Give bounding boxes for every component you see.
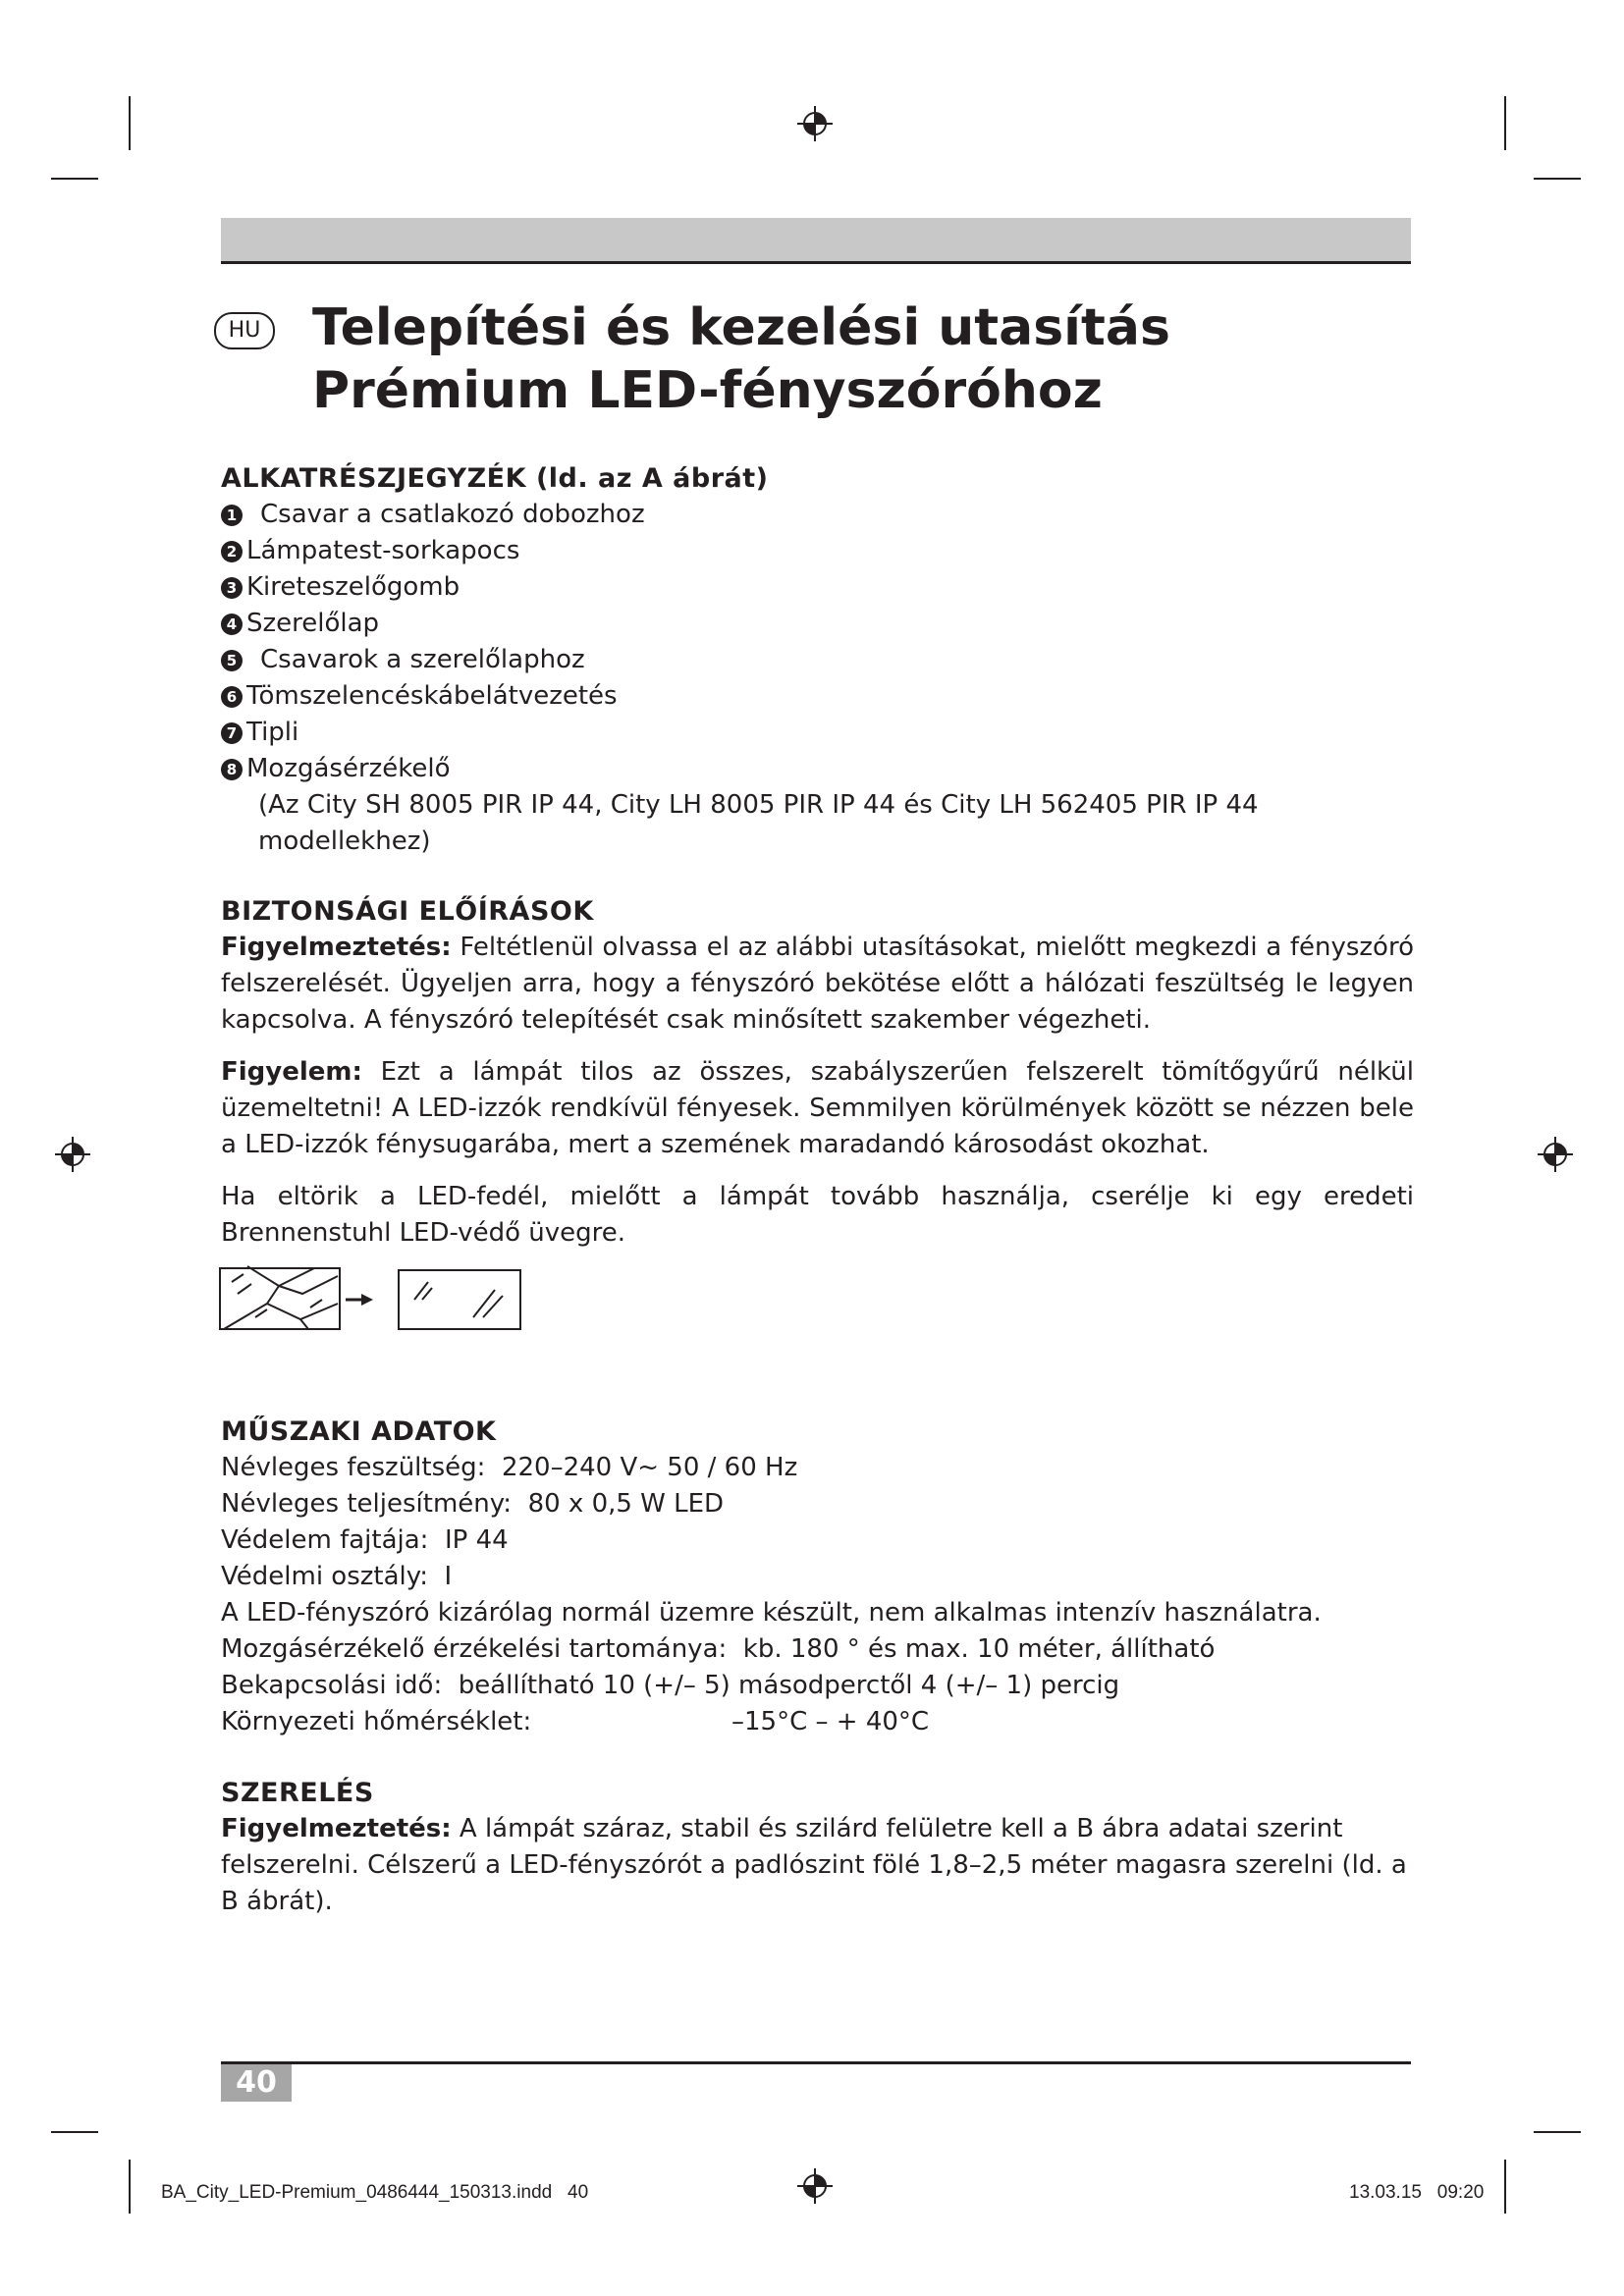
registration-mark-right-icon — [1536, 1135, 1575, 1174]
crop-mark-bottom-left-vertical — [129, 2160, 131, 2214]
crop-mark-bottom-left-horizontal — [51, 2131, 98, 2133]
spec-row-protection-class — [221, 1559, 1414, 1595]
broken-glass-icon — [220, 1266, 340, 1329]
glass-replacement-paragraph: Ha eltörik a LED-fedél, mielőtt a lámpát tovább használja, cserélje ki egy eredeti Brennenstuhl LED-védő üvegre. — [221, 1182, 1414, 1248]
spec-label: Bekapcsolási idő: — [221, 1671, 443, 1700]
page-title — [312, 296, 1170, 422]
spec-label: Védelmi osztály: — [221, 1562, 429, 1591]
spec-row-power — [221, 1486, 1414, 1522]
spec-value: IP 44 — [444, 1525, 509, 1555]
list-item — [221, 678, 1414, 715]
warning-label: Figyelmeztetés: — [221, 933, 452, 962]
list-item — [221, 751, 1414, 787]
spec-row-sensor — [221, 1631, 1414, 1668]
arrow-icon — [346, 1294, 373, 1306]
warning-label: Figyelmeztetés: — [221, 1814, 452, 1843]
warning-text: Feltétlenül olvassa el az alábbi utasításokat, mielőtt megkezdi a fényszóró felszerelését. Ügyeljen arra, hogy a fényszóró bekötése előtt a hálózati feszültség le legyen kapcsolva. A fényszóró telepítését csak minősített szakember végezheti. — [221, 933, 1414, 1035]
spec-value: –15°C – + 40°C — [731, 1707, 930, 1736]
registration-mark-bottom-icon — [795, 2166, 835, 2206]
spec-label: Mozgásérzékelő érzékelési tartománya: — [221, 1634, 728, 1664]
list-item — [221, 715, 1414, 751]
new-glass-icon — [399, 1270, 520, 1329]
number-badge: 1 — [221, 505, 243, 526]
list-item — [221, 569, 1414, 606]
spec-row-protection-type — [221, 1522, 1414, 1559]
number-badge: 6 — [221, 686, 243, 708]
safety-attention-paragraph — [221, 1054, 1414, 1163]
spec-row-temperature — [221, 1704, 1414, 1740]
slug-file-name: BA_City_LED-Premium_0486444_150313.indd 40 — [161, 2182, 589, 2203]
crop-mark-top-left-vertical — [129, 96, 131, 150]
title-line-1: Telepítési és kezelési utasítás — [312, 298, 1170, 357]
list-item — [221, 497, 1414, 533]
spec-label: Környezeti hőmérséklet: — [221, 1707, 532, 1736]
glass-replacement-illustration — [218, 1260, 524, 1337]
registration-mark-top-icon — [795, 104, 835, 143]
parts-heading: ALKATRÉSZJEGYZÉK (ld. az A ábrát) — [221, 463, 769, 494]
list-item-label: Csavar a csatlakozó dobozhoz — [260, 500, 645, 529]
spec-value: kb. 180 ° és max. 10 méter, állítható — [742, 1634, 1216, 1664]
list-item-label: Lámpatest-sorkapocs — [246, 536, 520, 565]
attention-label: Figyelem: — [221, 1057, 362, 1087]
language-badge: HU — [214, 312, 275, 349]
spec-label: Névleges feszültség: — [221, 1453, 486, 1482]
specs-section — [221, 1414, 1414, 1740]
list-item-label: Szerelőlap — [246, 609, 380, 638]
crop-mark-top-left-horizontal — [51, 178, 98, 180]
usage-note: A LED-fényszóró kizárólag normál üzemre készült, nem alkalmas intenzív használatra. — [221, 1598, 1322, 1628]
spec-label: Névleges teljesítmény: — [221, 1489, 513, 1519]
number-badge: 7 — [221, 722, 243, 744]
registration-mark-left-icon — [53, 1135, 92, 1174]
crop-mark-bottom-right-horizontal — [1534, 2131, 1581, 2133]
list-item-label: Csavarok a szerelőlaphoz — [260, 645, 585, 674]
number-badge: 8 — [221, 759, 243, 780]
safety-section — [221, 893, 1414, 1252]
number-badge: 4 — [221, 614, 243, 635]
specs-heading: MŰSZAKI ADATOK — [221, 1416, 497, 1447]
slug-timestamp: 13.03.15 09:20 — [1349, 2182, 1485, 2203]
number-badge: 2 — [221, 541, 243, 562]
parts-note: (Az City SH 8005 PIR IP 44, City LH 8005 PIR IP 44 és City LH 562405 PIR IP 44 modellekhez) — [258, 790, 1259, 856]
title-line-2: Prémium LED-fényszóróhoz — [312, 361, 1103, 420]
mounting-paragraph — [221, 1811, 1414, 1920]
list-item — [221, 606, 1414, 642]
number-badge: 3 — [221, 577, 243, 599]
list-item-label: Kireteszelőgomb — [246, 572, 460, 602]
page-number: 40 — [221, 2064, 292, 2102]
spec-row-voltage — [221, 1450, 1414, 1486]
safety-heading: BIZTONSÁGI ELŐÍRÁSOK — [221, 896, 594, 927]
crop-mark-top-right-horizontal — [1534, 178, 1581, 180]
spec-label: Védelem fajtája: — [221, 1525, 429, 1555]
list-item — [221, 642, 1414, 678]
crop-mark-top-right-vertical — [1504, 96, 1506, 150]
spec-value: beállítható 10 (+/– 5) másodperctől 4 (+/– 1) percig — [458, 1671, 1120, 1700]
list-item-label: Tömszelencéskábelátvezetés — [246, 681, 618, 711]
mounting-section — [221, 1775, 1414, 1920]
mounting-heading: SZERELÉS — [221, 1778, 374, 1808]
mounting-text: A lámpát száraz, stabil és szilárd felületre kell a B ábra adatai szerint felszerelni. Célszerű a LED-fényszórót a padlószint fölé 1,8–2,5 méter magasra szerelni (ld. a B ábrát). — [221, 1814, 1407, 1916]
spec-value: 80 x 0,5 W LED — [527, 1489, 725, 1519]
spec-value: 220–240 V~ 50 / 60 Hz — [501, 1453, 798, 1482]
spec-row-on-time — [221, 1668, 1414, 1704]
safety-warning-paragraph — [221, 930, 1414, 1039]
crop-mark-bottom-right-vertical — [1504, 2160, 1506, 2214]
header-bar — [221, 218, 1411, 264]
attention-text: Ezt a lámpát tilos az összes, szabályszerűen felszerelt tömítőgyűrű nélkül üzemeltetni! A LED-izzók rendkívül fényesek. Semmilyen körülmények között se nézzen bele a LED-izzók fénysugarába, mert a szemének maradandó károsodást okozhat. — [221, 1057, 1414, 1159]
list-item — [221, 533, 1414, 569]
number-badge: 5 — [221, 650, 243, 671]
parts-section — [221, 460, 1414, 860]
list-item-label: Tipli — [246, 718, 299, 747]
spec-value: I — [444, 1562, 453, 1591]
list-item-label: Mozgásérzékelő — [246, 754, 451, 783]
footer-rule — [221, 2061, 1411, 2064]
